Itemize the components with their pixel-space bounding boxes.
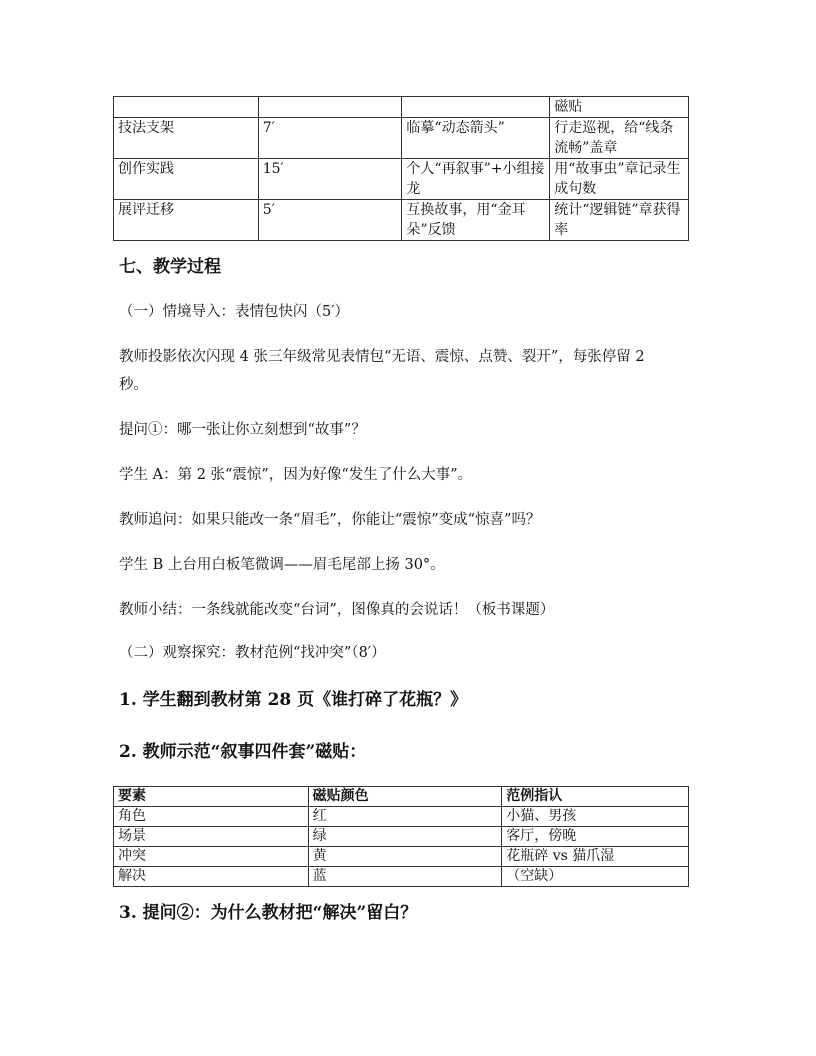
- table-row: [114, 118, 689, 159]
- paragraph: 学生 B 上台用白板笔微调——眉毛尾部上扬 30°。: [119, 557, 445, 573]
- table-cell: 绿: [308, 827, 502, 847]
- paragraph: 教师追问：如果只能改一条“眉毛”，你能让“震惊”变成“惊喜”吗？: [119, 512, 541, 528]
- table-row: [114, 807, 689, 827]
- table-cell: 场景: [114, 827, 309, 847]
- paragraph: 秒。: [119, 377, 148, 393]
- table-cell: 小猫、男孩: [502, 807, 689, 827]
- table-cell: 临摹“动态箭头”: [402, 118, 550, 159]
- table-cell: 磁贴: [550, 97, 689, 118]
- table-cell: 黄: [308, 847, 502, 867]
- subsection-heading: （一）情境导入：表情包快闪（5′）: [119, 304, 350, 320]
- lesson-steps-table: [113, 96, 689, 241]
- section-title: 七、教学过程: [119, 257, 221, 277]
- numbered-heading: 3. 提问②：为什么教材把“解决”留白？: [119, 903, 418, 923]
- paragraph: 教师小结：一条线就能改变“台词”，图像真的会说话！（板书课题）: [119, 602, 555, 618]
- paragraph: 提问①：哪一张让你立刻想到“故事”？: [119, 422, 366, 438]
- table-cell: （空缺）: [502, 867, 689, 887]
- table-cell: 7′: [258, 118, 402, 159]
- table-row: [114, 867, 689, 887]
- table-cell: 统计“逻辑链”章获得率: [550, 200, 689, 241]
- table-cell: [258, 97, 402, 118]
- table-cell: 角色: [114, 807, 309, 827]
- numbered-heading: 2. 教师示范“叙事四件套”磁贴：: [119, 742, 367, 762]
- table-cell: 客厅，傍晚: [502, 827, 689, 847]
- table-cell: 冲突: [114, 847, 309, 867]
- table-header-cell: 范例指认: [502, 787, 689, 807]
- table-cell: 5′: [258, 200, 402, 241]
- table-cell: 15′: [258, 159, 402, 200]
- table-row: [114, 159, 689, 200]
- table-row: [114, 200, 689, 241]
- table-cell: 个人“再叙事”+小组接龙: [402, 159, 550, 200]
- table-row: [114, 97, 689, 118]
- table-cell: 技法支架: [114, 118, 259, 159]
- table-header-cell: 磁贴颜色: [308, 787, 502, 807]
- paragraph: 学生 A：第 2 张“震惊”，因为好像“发生了什么大事”。: [119, 467, 473, 483]
- table-header-row: [114, 787, 689, 807]
- table-cell: [114, 97, 259, 118]
- table-cell: 创作实践: [114, 159, 259, 200]
- table-cell: 互换故事，用“金耳朵”反馈: [402, 200, 550, 241]
- table-header-cell: 要素: [114, 787, 309, 807]
- table-cell: 花瓶碎 vs 猫爪湿: [502, 847, 689, 867]
- table-cell: 行走巡视，给“线条流畅”盖章: [550, 118, 689, 159]
- paragraph: 教师投影依次闪现 4 张三年级常见表情包“无语、震惊、点赞、裂开”，每张停留 2: [119, 349, 645, 365]
- table-cell: [402, 97, 550, 118]
- table-row: [114, 847, 689, 867]
- table-cell: 蓝: [308, 867, 502, 887]
- subsection-heading: （二）观察探究：教材范例“找冲突”（8′）: [119, 645, 386, 661]
- table-cell: 用“故事虫”章记录生成句数: [550, 159, 689, 200]
- numbered-heading: 1. 学生翻到教材第 28 页《谁打碎了花瓶？》: [119, 690, 468, 710]
- narrative-elements-table: [113, 786, 689, 887]
- table-cell: 解决: [114, 867, 309, 887]
- table-row: [114, 827, 689, 847]
- table-cell: 红: [308, 807, 502, 827]
- table-cell: 展评迁移: [114, 200, 259, 241]
